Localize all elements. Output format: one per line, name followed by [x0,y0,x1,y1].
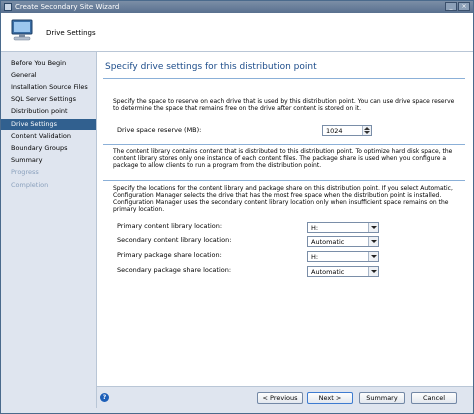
section-divider-1 [103,144,465,145]
content-library-description: The content library contains content that is distributed to this distribution point. To optimize hard disk space, the content library stores only one instance of each content files. The package share is used when you configure a package to allow clients to run a program from the distribution point. [113,148,453,169]
help-icon[interactable]: ? [100,393,109,402]
dropdown-button[interactable] [368,252,378,261]
locations-description: Specify the locations for the content library and package share on this distribution point. If you select Automatic, Configuration Manager selects the drive that has the most free space when the distribution point is installed. Configuration Manager uses the secondary content library location only when insufficient space remains on the primary location. [113,185,453,213]
cancel-button[interactable]: Cancel [411,392,457,404]
nav-item-content-validation[interactable]: Content Validation [11,132,72,140]
primary-package-share-label: Primary package share location: [117,251,222,259]
primary-package-share-select[interactable] [307,251,379,262]
nav-item-distribution-point[interactable]: Distribution point [11,107,68,115]
next-button[interactable]: Next > [307,392,353,404]
primary-content-library-select[interactable] [307,222,379,233]
reserve-label: Drive space reserve (MB): [117,126,202,134]
reserve-value: 1024 [326,127,343,135]
primary-content-library-label: Primary content library location: [117,222,223,230]
minimize-button[interactable]: _ [445,2,457,11]
computer-icon [9,18,35,44]
title-bar[interactable] [1,1,473,13]
secondary-package-share-select[interactable] [307,266,379,277]
nav-item-drive-settings[interactable]: Drive Settings [1,119,96,130]
reserve-description: Specify the space to reserve on each drive that is used by this distribution point. You can use drive space reserve to determine the space that remains free on the drive after content is stored on it. [113,98,455,112]
window-bottom-border [1,408,473,413]
summary-button[interactable]: Summary [359,392,405,404]
page-title: Drive Settings [46,29,96,37]
decrement-arrow-icon[interactable] [364,131,370,134]
secondary-package-share-label: Secondary package share location: [117,266,232,274]
nav-item-sql-server-settings[interactable]: SQL Server Settings [11,95,76,103]
nav-item-general[interactable]: General [11,71,37,79]
chevron-down-icon [371,226,377,229]
app-icon [4,3,12,11]
nav-item-boundary-groups[interactable]: Boundary Groups [11,144,68,152]
close-button[interactable]: × [458,2,470,11]
nav-item-before-you-begin[interactable]: Before You Begin [11,59,67,67]
dropdown-button[interactable] [368,223,378,232]
dropdown-button[interactable] [368,267,378,276]
secondary-content-library-value: Automatic [311,238,345,246]
wizard-footer [97,386,473,409]
heading-divider [103,78,465,79]
secondary-package-share-value: Automatic [311,268,345,276]
secondary-content-library-select[interactable] [307,236,379,247]
section-divider-2 [103,180,465,181]
stepper-buttons[interactable] [362,126,371,135]
previous-button[interactable]: < Previous [257,392,303,404]
chevron-down-icon [371,255,377,258]
primary-content-library-value: H: [311,224,319,232]
wizard-nav [1,52,97,408]
chevron-down-icon [371,270,377,273]
dropdown-button[interactable] [368,237,378,246]
wizard-content [97,52,473,386]
content-heading: Specify drive settings for this distribution point [105,62,317,72]
chevron-down-icon [371,240,377,243]
wizard-header [1,13,473,52]
nav-item-completion: Completion [11,181,49,189]
secondary-content-library-label: Secondary content library location: [117,236,232,244]
increment-arrow-icon[interactable] [364,127,370,130]
window-title: Create Secondary Site Wizard [15,3,120,11]
primary-package-share-value: H: [311,253,319,261]
nav-item-summary[interactable]: Summary [11,156,43,164]
nav-item-installation-source-files[interactable]: Installation Source Files [11,83,88,91]
nav-item-progress: Progress [11,168,39,176]
drive-space-reserve-stepper[interactable] [322,125,372,136]
